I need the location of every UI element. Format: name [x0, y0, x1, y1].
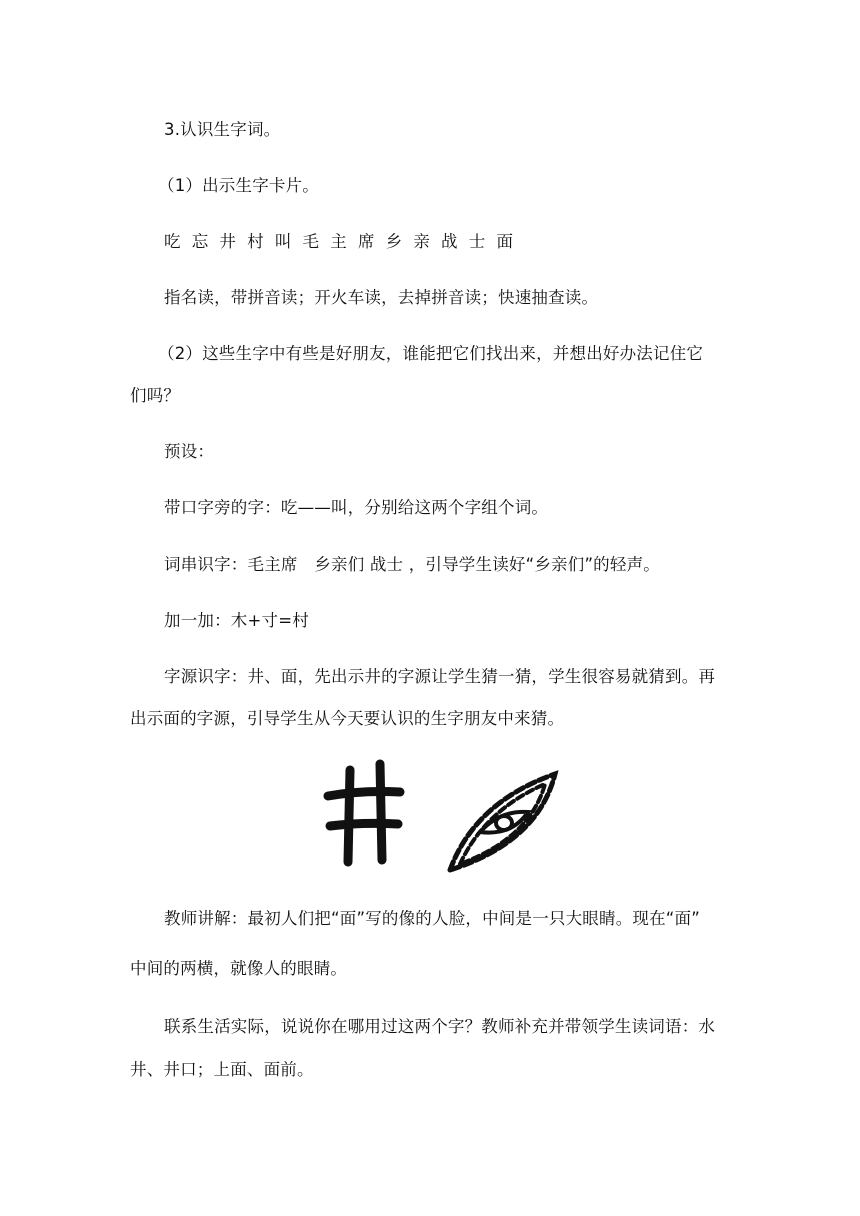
new-character: 士 — [468, 232, 486, 251]
section-heading: 3.认识生字词。 — [164, 120, 281, 139]
new-character: 主 — [330, 232, 347, 251]
new-character: 面 — [496, 232, 514, 251]
new-character: 乡 — [385, 232, 403, 251]
mouth-radical-item: 带口字旁的字：吃——叫，分别给这两个字组个词。 — [164, 498, 549, 517]
origin-item-line-2: 出示面的字源，引导学生从今天要认识的生字朋友中来猜。 — [130, 709, 565, 728]
new-character: 毛 — [302, 232, 320, 251]
character-origin-images — [300, 752, 570, 882]
new-character: 忘 — [191, 232, 209, 251]
step-1: （1）出示生字卡片。 — [158, 176, 319, 195]
new-character: 村 — [247, 232, 264, 251]
word-string-item: 词串识字：毛主席 乡亲们 战士 ，引导学生读好“乡亲们”的轻声。 — [164, 555, 660, 574]
jing-origin-glyph — [328, 764, 400, 862]
new-character: 井 — [219, 232, 237, 251]
new-character: 战 — [441, 232, 458, 251]
origin-glyphs — [300, 752, 570, 882]
origin-item-line-1: 字源识字：井、面，先出示井的字源让学生猜一猜，学生很容易就猜到。再 — [164, 667, 716, 686]
new-character: 亲 — [413, 232, 431, 251]
reading-methods: 指名读，带拼音读；开火车读，去掉拼音读；快速抽查读。 — [164, 288, 599, 307]
new-character: 叫 — [274, 232, 292, 251]
step-2-line-1: （2）这些生字中有些是好朋友，谁能把它们找出来，并想出好办法记住它 — [158, 344, 704, 363]
mian-origin-glyph — [450, 774, 555, 870]
new-character-list — [164, 230, 524, 254]
add-item: 加一加：木+寸=村 — [164, 611, 309, 630]
teacher-explain-line-1: 教师讲解：最初人们把“面”写的像的人脸，中间是一只大眼睛。现在“面” — [164, 909, 700, 928]
new-character: 吃 — [164, 232, 181, 251]
new-character: 席 — [357, 232, 375, 251]
life-link-line-1: 联系生活实际，说说你在哪用过这两个字？教师补充并带领学生读词语：水 — [164, 1017, 716, 1036]
step-2-line-2: 们吗？ — [130, 386, 181, 405]
life-link-line-2: 井、井口；上面、面前。 — [130, 1060, 314, 1079]
preset-label: 预设： — [164, 442, 215, 461]
teacher-explain-line-2: 中间的两横，就像人的眼睛。 — [130, 959, 348, 978]
